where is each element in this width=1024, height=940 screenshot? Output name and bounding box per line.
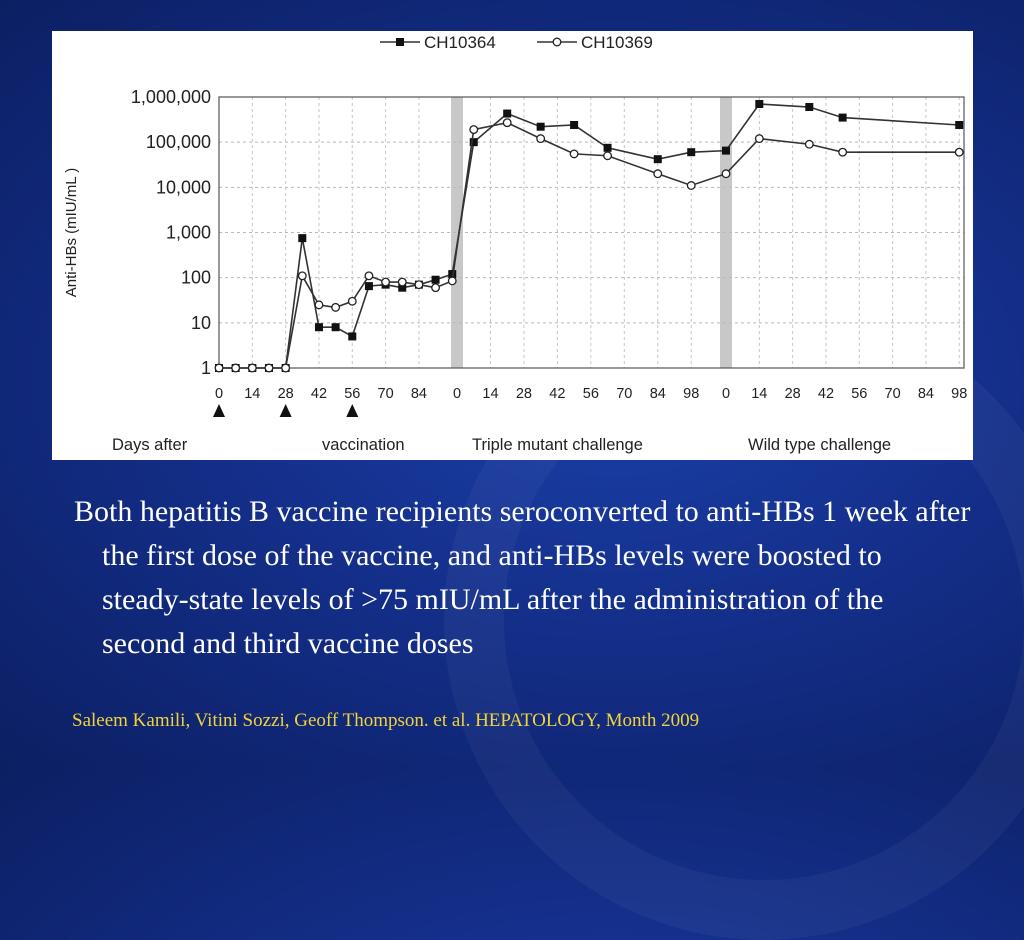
chart xyxy=(52,31,973,460)
data-point-CH10369 xyxy=(806,140,814,148)
data-point-CH10369 xyxy=(432,284,440,292)
data-point-CH10369 xyxy=(604,152,612,160)
phase-label: Days after xyxy=(112,436,188,454)
x-tick-label: 28 xyxy=(784,386,801,402)
data-point-CH10369 xyxy=(299,272,307,280)
vaccination-arrow xyxy=(280,404,292,417)
data-point-CH10369 xyxy=(215,364,223,372)
data-point-CH10364 xyxy=(654,155,662,163)
x-tick-label: 0 xyxy=(214,386,224,402)
data-point-CH10364 xyxy=(805,103,813,111)
data-point-CH10369 xyxy=(315,301,323,309)
legend-label: CH10364 xyxy=(424,33,496,52)
x-tick-label: 84 xyxy=(917,386,934,402)
data-point-CH10364 xyxy=(955,121,963,129)
phase-label: Wild type challenge xyxy=(748,436,892,454)
data-point-CH10369 xyxy=(756,135,764,143)
x-tick-label: 84 xyxy=(410,386,427,402)
legend-label: CH10369 xyxy=(581,33,653,52)
data-point-CH10364 xyxy=(755,100,763,108)
data-point-CH10369 xyxy=(232,364,240,372)
x-tick-label: 98 xyxy=(951,386,968,402)
vaccination-arrow xyxy=(346,404,358,417)
x-tick-label: 56 xyxy=(851,386,868,402)
vaccination-arrow xyxy=(213,404,225,417)
data-point-CH10369 xyxy=(839,148,847,156)
x-tick-label: 42 xyxy=(817,386,835,402)
data-point-CH10364 xyxy=(365,282,373,290)
x-tick-label: 56 xyxy=(582,386,599,402)
x-tick-label: 98 xyxy=(683,386,700,402)
y-tick-label: 10,000 xyxy=(155,177,211,198)
legend-marker xyxy=(396,38,404,46)
y-tick-label: 1,000,000 xyxy=(130,87,211,107)
y-tick-label: 1,000 xyxy=(165,222,211,243)
phase-label: vaccination xyxy=(322,436,405,454)
data-point-CH10369 xyxy=(365,272,373,280)
x-tick-label: 14 xyxy=(482,386,499,402)
data-point-CH10369 xyxy=(382,278,390,286)
x-tick-label: 0 xyxy=(452,386,462,402)
y-tick-label: 100,000 xyxy=(145,132,211,153)
y-tick-label: 100 xyxy=(180,267,211,288)
x-tick-label: 42 xyxy=(310,386,328,402)
y-axis-label: Anti-HBs (mIU/mL ) xyxy=(63,167,80,298)
y-tick-label: 1 xyxy=(200,358,211,378)
x-tick-label: 0 xyxy=(721,386,731,402)
data-point-CH10364 xyxy=(315,323,323,331)
data-point-CH10364 xyxy=(332,323,340,331)
y-tick-label: 10 xyxy=(190,312,211,333)
data-point-CH10369 xyxy=(654,170,662,178)
data-point-CH10369 xyxy=(282,364,290,372)
data-point-CH10364 xyxy=(503,110,511,118)
data-point-CH10364 xyxy=(432,276,440,284)
data-point-CH10364 xyxy=(570,121,578,129)
x-tick-label: 42 xyxy=(549,386,566,402)
x-tick-label: 70 xyxy=(884,386,901,402)
data-point-CH10364 xyxy=(722,147,730,155)
legend-marker xyxy=(553,38,561,46)
data-point-CH10364 xyxy=(348,332,356,340)
data-point-CH10364 xyxy=(687,148,695,156)
data-point-CH10369 xyxy=(249,364,257,372)
data-point-CH10364 xyxy=(839,114,847,122)
data-point-CH10364 xyxy=(298,234,306,242)
data-point-CH10369 xyxy=(687,182,695,190)
data-point-CH10364 xyxy=(604,144,612,152)
phase-label: Triple mutant challenge xyxy=(472,436,643,454)
data-point-CH10369 xyxy=(448,277,456,285)
x-tick-label: 84 xyxy=(649,386,666,402)
x-tick-label: 70 xyxy=(616,386,633,402)
series-line-CH10369 xyxy=(219,123,959,368)
x-tick-label: 28 xyxy=(277,386,294,402)
data-point-CH10369 xyxy=(570,150,578,158)
x-tick-label: 28 xyxy=(515,386,532,402)
series-line-CH10364 xyxy=(219,104,959,368)
data-point-CH10369 xyxy=(955,148,963,156)
data-point-CH10369 xyxy=(415,281,423,289)
x-tick-label: 14 xyxy=(244,386,261,402)
x-tick-label: 70 xyxy=(377,386,394,402)
data-point-CH10369 xyxy=(722,170,730,178)
data-point-CH10369 xyxy=(265,364,273,372)
chart-panel xyxy=(52,31,973,460)
data-point-CH10364 xyxy=(537,123,545,131)
x-tick-label: 56 xyxy=(344,386,361,402)
caption: Both hepatitis B vaccine recipients seroconverted to anti-HBs 1 week after the first dose of the vaccine, and anti-HBs levels were boosted to steady-state levels of >75 mIU/mL after the administration of the second and third vaccine doses xyxy=(74,495,971,660)
data-point-CH10369 xyxy=(503,119,511,127)
citation: Saleem Kamili, Vitini Sozzi, Geoff Thompson. et al. HEPATOLOGY, Month 2009 xyxy=(72,710,700,731)
data-point-CH10369 xyxy=(537,135,545,143)
data-point-CH10369 xyxy=(348,297,356,305)
data-point-CH10369 xyxy=(332,304,340,312)
data-point-CH10369 xyxy=(398,278,406,286)
data-point-CH10369 xyxy=(470,126,478,134)
x-tick-label: 14 xyxy=(751,386,768,402)
